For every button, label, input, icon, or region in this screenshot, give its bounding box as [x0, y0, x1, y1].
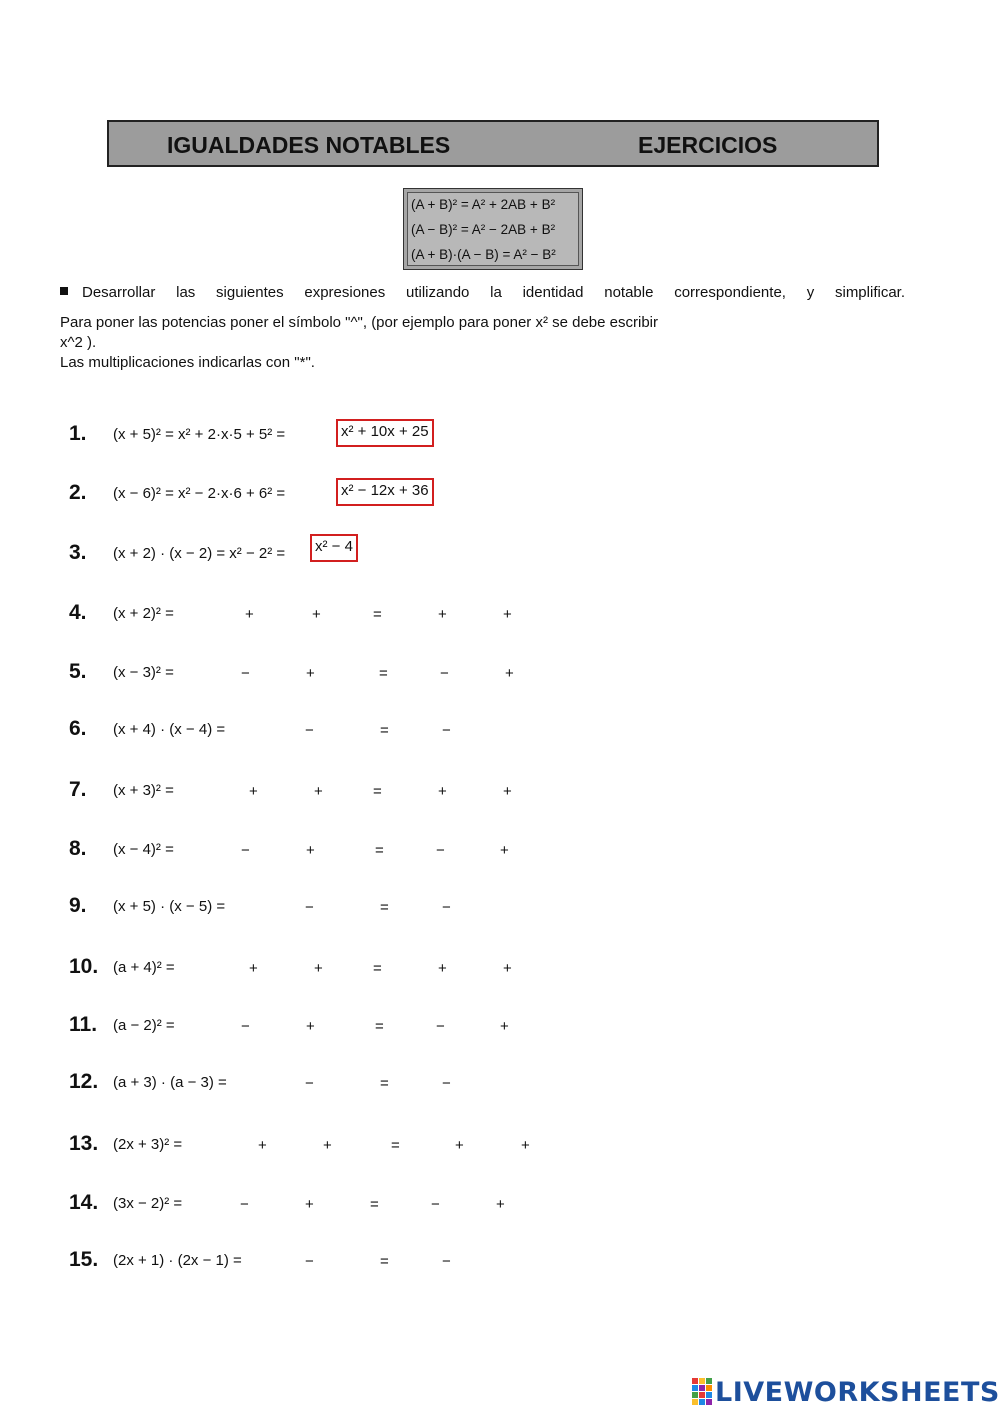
exercise-number: 12. — [69, 1070, 99, 1093]
logo-grid-icon — [692, 1378, 712, 1406]
note-multiplication: Las multiplicaciones indicarlas con "*". — [60, 354, 315, 371]
formula-sum-by-difference: (A + B)·(A − B) = A² − B² — [411, 247, 556, 262]
operator-symbol: + — [314, 960, 323, 977]
operator-symbol: = — [380, 722, 389, 739]
operator-symbol: − — [442, 899, 451, 916]
note-powers-example: x^2 ). — [60, 334, 97, 351]
operator-symbol: − — [241, 1018, 250, 1035]
instruction-text: Desarrollar las siguientes expresiones utilizando la identidad notable correspondiente, y simplificar. — [82, 284, 905, 301]
exercise-number: 2. — [69, 481, 87, 504]
operator-symbol: = — [373, 960, 382, 977]
exercise-expression: (2x + 3)² = — [113, 1136, 183, 1153]
worksheet-title: IGUALDADES NOTABLES — [167, 132, 451, 158]
worksheet-subtitle: EJERCICIOS — [638, 132, 778, 158]
operator-symbol: − — [436, 842, 445, 859]
exercise-number: 6. — [69, 717, 87, 740]
operator-symbol: + — [496, 1196, 505, 1213]
exercise-expression: (x + 4) · (x − 4) = — [113, 721, 226, 738]
formula-panel — [407, 192, 579, 266]
operator-symbol: = — [375, 842, 384, 859]
exercise-expression: (x + 3)² = — [113, 782, 174, 799]
operator-symbol: = — [373, 783, 382, 800]
exercise-expression: (x − 6)² = x² − 2·x·6 + 6² = — [113, 485, 286, 502]
operator-symbol: = — [380, 1075, 389, 1092]
formula-square-sum: (A + B)² = A² + 2AB + B² — [411, 197, 556, 212]
exercise-expression: (x + 2) · (x − 2) = x² − 2² = — [113, 545, 286, 562]
exercise-number: 3. — [69, 541, 87, 564]
operator-symbol: − — [305, 722, 314, 739]
operator-symbol: + — [455, 1137, 464, 1154]
bullet-square-icon — [60, 287, 68, 295]
exercise-expression: (x + 2)² = — [113, 605, 174, 622]
operator-symbol: + — [249, 783, 258, 800]
exercise-number: 13. — [69, 1132, 99, 1155]
operator-symbol: − — [240, 1196, 249, 1213]
liveworksheets-logo — [692, 1372, 1000, 1412]
operator-symbol: + — [245, 606, 254, 623]
note-powers: Para poner las potencias poner el símbolo "^", (por ejemplo para poner x² se debe escribir — [60, 314, 659, 331]
operator-symbol: − — [241, 842, 250, 859]
operator-symbol: = — [391, 1137, 400, 1154]
operator-symbol: − — [431, 1196, 440, 1213]
operator-symbol: + — [503, 783, 512, 800]
operator-symbol: − — [436, 1018, 445, 1035]
exercise-number: 11. — [69, 1013, 98, 1036]
exercise-expression: (x + 5)² = x² + 2·x·5 + 5² = — [113, 426, 286, 443]
operator-symbol: − — [305, 1253, 314, 1270]
exercise-expression: (a + 4)² = — [113, 959, 175, 976]
operator-symbol: + — [505, 665, 514, 682]
operator-symbol: = — [370, 1196, 379, 1213]
formula-reference-box — [403, 188, 583, 270]
operator-symbol: + — [438, 606, 447, 623]
operator-symbol: + — [521, 1137, 530, 1154]
logo-text: LIVEWORKSHEETS — [715, 1376, 1000, 1408]
exercise-number: 5. — [69, 660, 87, 683]
operator-symbol: = — [375, 1018, 384, 1035]
operator-symbol: − — [241, 665, 250, 682]
operator-symbol: + — [305, 1196, 314, 1213]
operator-symbol: = — [380, 1253, 389, 1270]
operator-symbol: + — [249, 960, 258, 977]
exercise-expression: (x − 3)² = — [113, 664, 174, 681]
operator-symbol: + — [438, 783, 447, 800]
operator-symbol: − — [440, 665, 449, 682]
exercise-expression: (2x + 1) · (2x − 1) = — [113, 1252, 242, 1269]
title-banner — [107, 120, 879, 167]
operator-symbol: = — [373, 606, 382, 623]
exercise-expression: (x − 4)² = — [113, 841, 174, 858]
exercise-number: 8. — [69, 837, 87, 860]
operator-symbol: + — [503, 960, 512, 977]
exercise-number: 10. — [69, 955, 99, 978]
exercise-number: 15. — [69, 1248, 99, 1271]
operator-symbol: − — [442, 722, 451, 739]
instruction-bullet — [60, 284, 905, 301]
exercise-expression: (3x − 2)² = — [113, 1195, 183, 1212]
exercise-number: 7. — [69, 778, 87, 801]
operator-symbol: + — [314, 783, 323, 800]
operator-symbol: + — [306, 665, 315, 682]
answer-box: x² − 12x + 36 — [336, 478, 434, 506]
exercise-expression: (a − 2)² = — [113, 1017, 175, 1034]
operator-symbol: + — [306, 1018, 315, 1035]
operator-symbol: − — [305, 1075, 314, 1092]
exercise-number: 14. — [69, 1191, 99, 1214]
operator-symbol: + — [438, 960, 447, 977]
answer-box: x² − 4 — [310, 534, 358, 562]
exercise-expression: (a + 3) · (a − 3) = — [113, 1074, 227, 1091]
operator-symbol: = — [379, 665, 388, 682]
operator-symbol: = — [380, 899, 389, 916]
operator-symbol: + — [258, 1137, 267, 1154]
operator-symbol: + — [500, 842, 509, 859]
operator-symbol: + — [323, 1137, 332, 1154]
operator-symbol: + — [503, 606, 512, 623]
formula-square-difference: (A − B)² = A² − 2AB + B² — [411, 222, 556, 237]
exercise-number: 4. — [69, 601, 87, 624]
exercise-number: 1. — [69, 422, 87, 445]
exercise-number: 9. — [69, 894, 87, 917]
operator-symbol: − — [442, 1075, 451, 1092]
operator-symbol: + — [500, 1018, 509, 1035]
answer-box: x² + 10x + 25 — [336, 419, 434, 447]
operator-symbol: + — [312, 606, 321, 623]
operator-symbol: + — [306, 842, 315, 859]
exercise-expression: (x + 5) · (x − 5) = — [113, 898, 226, 915]
operator-symbol: − — [442, 1253, 451, 1270]
operator-symbol: − — [305, 899, 314, 916]
